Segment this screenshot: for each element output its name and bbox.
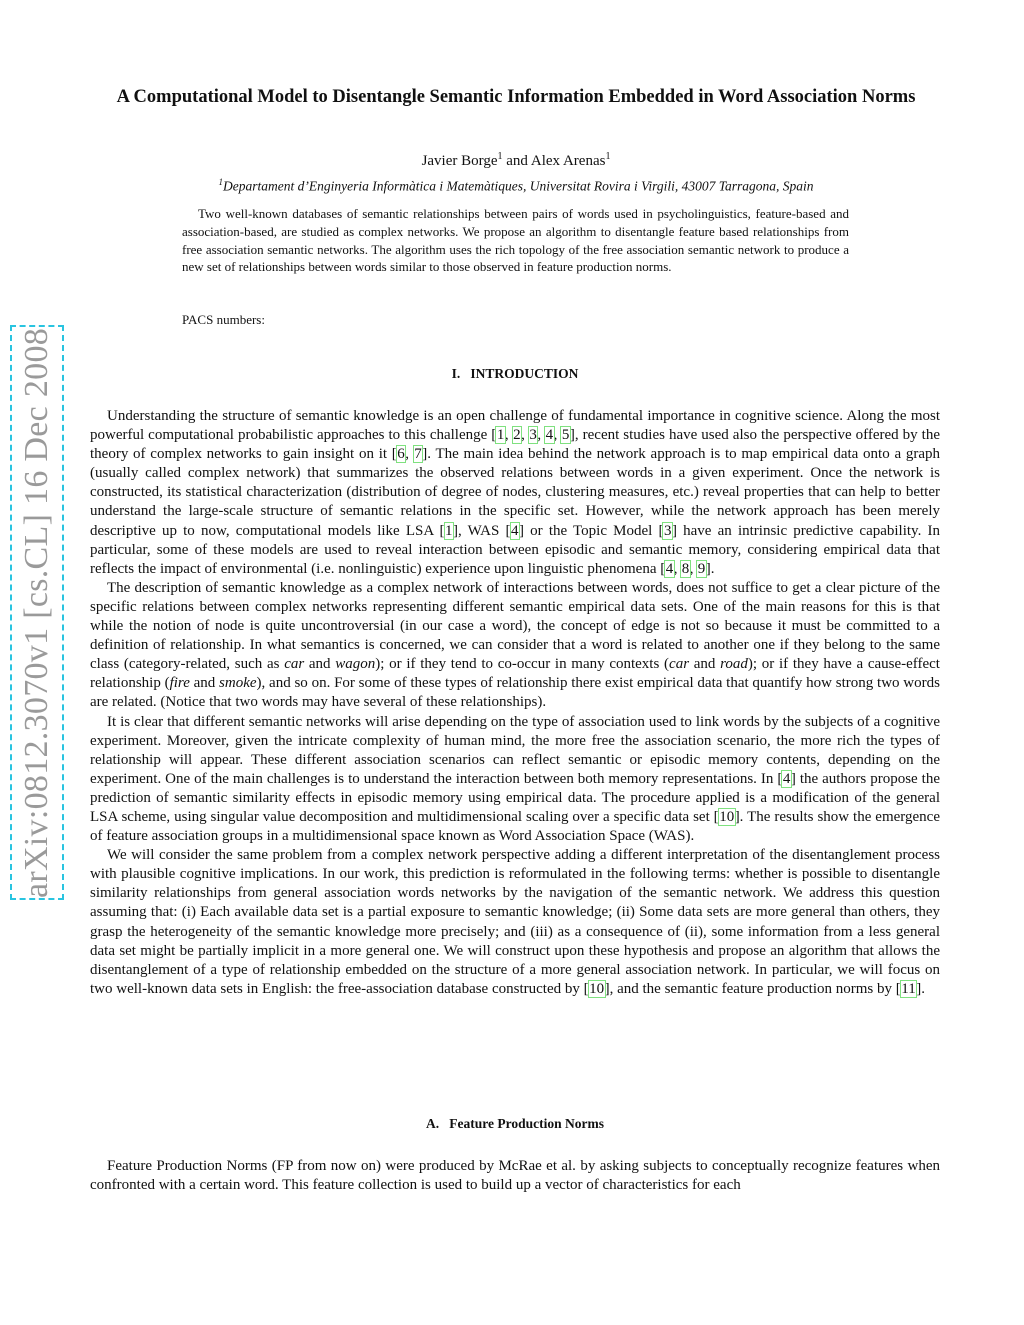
paragraph-text: ); or if they tend to co-occur in many contexts ( [375,656,670,673]
emphasis-word: car [669,656,690,673]
paragraph-text: ); or if they have a cause-effect relationship ( [90,656,940,692]
paragraph-text: ] or the Topic Model [ [519,522,664,539]
section-number: I. [451,366,461,381]
author-name: Javier Borge [421,153,498,169]
feature-production-body [90,1157,940,1195]
citation-link[interactable]: 8 [681,560,690,577]
paragraph-text: ), and so on. For some of these types of relationship there exist empirical data that quantify how strong two words are related. (Notice that two words may have several of these relationships). [90,675,940,711]
citation-link[interactable]: 5 [561,427,570,444]
paragraph-text: ], WAS [ [453,522,511,539]
citation-link[interactable]: 11 [901,980,916,997]
affiliation-text: Departament d’Enginyeria Informàtica i Matemàtiques, Universitat Rovira i Virgili, 43007 Tarragona, Spain [223,178,814,194]
author-affiliation-mark: 1 [605,151,611,162]
citation-link[interactable]: 3 [529,427,537,444]
arxiv-identifier-text: arXiv:0812.3070v1 [cs.CL] 16 Dec 2008 [18,327,55,898]
paragraph [90,579,940,713]
citation-link[interactable]: 4 [511,522,519,539]
section-heading-introduction [90,366,940,382]
author-name: Alex Arenas [530,153,606,169]
paragraph-text: ], and the semantic feature production norms by [ [604,980,901,997]
citation-link[interactable]: 10 [589,980,605,997]
author-affiliation-mark: 1 [497,151,503,162]
subsection-title: Feature Production Norms [449,1116,604,1131]
paragraph: Feature Production Norms (FP from now on) were produced by McRae et al. by asking subjects to conceptually recognize features when confronted with a certain word. This feature collection is used to build up a vector of characteristics for each [90,1158,940,1194]
citation-link[interactable]: 10 [719,808,735,825]
affiliation-line [100,177,932,195]
author-conjunction: and [506,153,528,169]
paragraph-text: ]. The results show the emergence of feature association groups in a multidimensional space known as Word Association Space (WAS). [90,808,940,845]
affiliation-mark: 1 [218,177,224,187]
citation-link[interactable]: 4 [665,560,674,577]
emphasis-word: fire [169,675,190,692]
paragraph-text: and [189,675,220,692]
paragraph-text: Understanding the structure of semantic knowledge is an open challenge of fundamental importance in cognitive science. Along the most powerful computational probabilistic approaches to this challenge [ [90,408,940,444]
emphasis-word: smoke [219,675,257,692]
abstract: Two well-known databases of semantic relationships between pairs of words used in psycholinguistics, feature-based and association-based, are studied as complex networks. We propose an algorithm to disentangle feature based relationships from free association semantic networks. The algorithm uses the rich topology of the free association semantic network to produce a new set of relationships between words similar to those observed in feature production norms. [182,206,849,275]
paragraph-text: ]. The main idea behind the network approach is to map empirical data onto a graph (usually called complex network) that summarizes the observed relations between words in a given experiment. Once the network is constructed, its statistical characterization (distribution of degree of nodes, clustering measures, etc.) reveal properties that can help to better understand the large-scale structure of semantic relations in the specific set. However, while the network approach has been merely descriptive up to now, computational models like LSA [ [90,446,941,539]
emphasis-word: road [720,656,748,673]
citation-link[interactable]: 2 [513,427,521,444]
paragraph [90,846,940,999]
paragraph-text: The description of semantic knowledge as a complex network of interactions between words, does not suffice to get a clear picture of the specific relations between complex networks representing different semantic empirical data sets. One of the main reasons for this is that while the notion of node is quite uncontroversial (in our case a word), the concept of edge is not so because it must be committed to a definition of relationship. In what semantics is concerned, we can consider that a word is related to another one if they belong to the same class (category-related, such as [90,579,940,673]
paragraph-text: ], recent studies have used also the perspective offered by the theory of complex networks to gain insight on it [ [90,427,941,463]
citation-link[interactable]: 4 [782,770,791,787]
citation-link[interactable]: 6 [397,446,405,463]
emphasis-word: wagon [335,656,376,673]
paragraph-text: and [689,656,721,673]
author-line [100,151,932,170]
citation-link[interactable]: 1 [496,427,505,444]
paragraph-text: ] have an intrinsic predictive capability. In particular, some of these models are used to reveal interaction between episodic and semantic memory, considering empirical data that reflects the impact of environmental (i.e. nonlinguistic) experience upon linguistic phenomena [ [90,522,940,577]
paragraph-text: ]. [916,980,925,997]
paper-title: A Computational Model to Disentangle Semantic Information Embedded in Word Association Norms [116,87,916,107]
paragraph-text: ] the authors propose the prediction of semantic similarity effects in episodic memory using empirical data. The procedure applied is a modification of the general LSA scheme, using singular value decomposition and multidimensional scaling over a specific data set [ [90,770,941,825]
paragraph-text: ]. [705,560,715,577]
citation-link[interactable]: 9 [697,560,706,577]
paragraph-text: We will consider the same problem from a complex network perspective adding a different interpretation of the disentanglement process with plausible cognitive implications. In our work, this prediction is reformulated in the following terms: whether is possible to disentangle similarity relationships from general association words networks by the navigation of the semantic network. We address this question assuming that: (i) Each available data set is a partial exposure to semantic knowledge; (ii) Some data sets are more general than others, they grasp the heterogeneity of the semantic knowledge more precisely; and (iii) as a consequence of (ii), some information from a less general data set might be partially implicit in a more general one. We will construct upon these hypothesis and propose an algorithm that allows the disentanglement of a type of relationship embedded on the structure of a more general association network. In particular, we will focus on two well-known data sets in English: the free-association database constructed by [ [90,847,940,997]
paragraph [90,713,940,847]
introduction-body [90,407,940,999]
subsection-number: A. [426,1116,440,1131]
subsection-heading-feature-production-norms [90,1116,940,1132]
section-title: INTRODUCTION [470,366,579,381]
paragraph-text: and [304,656,336,673]
paragraph: Understanding the structure of semantic knowledge is an open challenge of fundamental importance in cognitive science. Along the most powerful computational probabilistic approaches to this challenge [1, 2, 3, 4, 5], recent studies have used also the perspective offered by the theory of complex networks to gain insight on it [6, 7]. The main idea behind the network approach is to map empirical data onto a graph (usually called complex network) that summarizes the observed relations between words in a given experiment. Once the network is constructed, its statistical characterization (distribution of degree of nodes, clustering measures, etc.) reveal properties that can help to better understand the large-scale structure of semantic relations in the specific set. However, while the network approach has been merely descriptive up to now, computational models like LSA [1], WAS [4] or the Topic Model [3] have an intrinsic predictive capability. In particular, some of these models are used to reveal interaction between episodic and semantic memory, considering empirical data that reflects the impact of environmental (i.e. nonlinguistic) experience upon linguistic phenomena [4, 8, 9]. [90,408,941,577]
arxiv-identifier-stamp [10,325,64,900]
citation-link[interactable]: 4 [545,427,554,444]
emphasis-word: car [284,656,305,673]
citation-link[interactable]: 3 [663,522,672,539]
pacs-numbers: PACS numbers: [182,312,265,327]
citation-link[interactable]: 1 [445,522,453,539]
paragraph-text: It is clear that different semantic networks will arise depending on the type of association used to link words by the subjects of a cognitive experiment. Moreover, given the intricate complexity of human mind, the more free the association scenario, the more rich the types of relationship will appear. These different association scenarios can reflect semantic or episodic memory contents, depending on the experiment. One of the main challenges is to understand the interaction between both memory representations. In [ [90,713,940,787]
citation-link[interactable]: 7 [414,446,422,463]
